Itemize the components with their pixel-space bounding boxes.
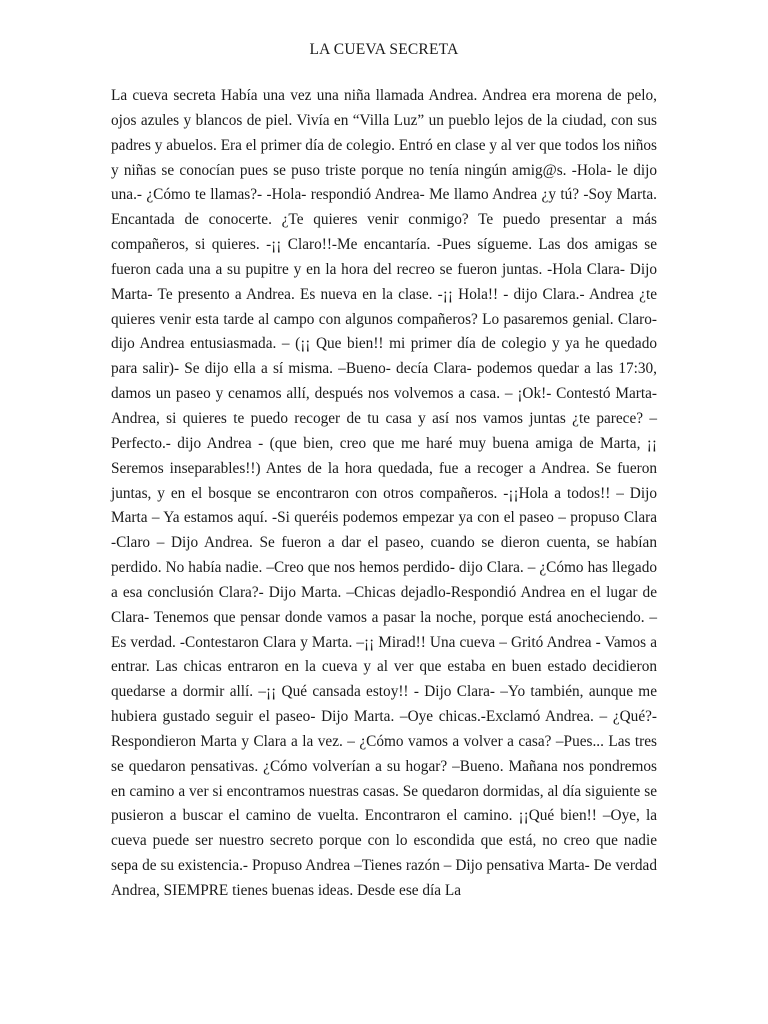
page-title: LA CUEVA SECRETA	[309, 41, 459, 58]
story-paragraph: La cueva secreta Había una vez una niña llamada Andrea. Andrea era morena de pelo, ojos azules y blancos de piel. Vivía en “Villa Luz” un pueblo lejos de la ciudad, con sus padres y abuelos. Era el primer día de colegio. Entró en clase y al ver que todos los niños y niñas se conocían pues se puso triste porque no tenía ningún amig@s. -Hola- le dijo una.- ¿Cómo te llamas?- -Hola- respondió Andrea- Me llamo Andrea ¿y tú? -Soy Marta. Encantada de conocerte. ¿Te quieres venir conmigo? Te puedo presentar a más compañeros, si quieres. -¡¡ Claro!!-Me encantaría. -Pues sígueme. Las dos amigas se fueron cada una a su pupitre y en la hora del recreo se fueron juntas. -Hola Clara- Dijo Marta- Te presento a Andrea. Es nueva en la clase. -¡¡ Hola!! - dijo Clara.- Andrea ¿te quieres venir esta tarde al campo con algunos compañeros? Lo pasaremos genial. Claro- dijo Andrea entusiasmada. – (¡¡ Que bien!! mi primer día de colegio y ya he quedado para salir)- Se dijo ella a sí misma. –Bueno- decía Clara- podemos quedar a las 17:30, damos un paseo y cenamos allí, después nos volvemos a casa. – ¡Ok!- Contestó Marta- Andrea, si quieres te puedo recoger de tu casa y así nos vamos juntas ¿te parece? – Perfecto.- dijo Andrea - (que bien, creo que me haré muy buena amiga de Marta, ¡¡ Seremos inseparables!!) Antes de la hora quedada, fue a recoger a Andrea. Se fueron juntas, y en el bosque se encontraron con otros compañeros. -¡¡Hola a todos!! – Dijo Marta – Ya estamos aquí. -Si queréis podemos empezar ya con el paseo – propuso Clara -Claro – Dijo Andrea. Se fueron a dar el paseo, cuando se dieron cuenta, se habían perdido. No había nadie. –Creo que nos hemos perdido- dijo Clara. – ¿Cómo has llegado a esa conclusión Clara?- Dijo Marta. –Chicas dejadlo-Respondió Andrea en el lugar de Clara- Tenemos que pensar donde vamos a pasar la noche, porque está anocheciendo. –Es verdad. -Contestaron Clara y Marta. –¡¡ Mirad!! Una cueva – Gritó Andrea - Vamos a entrar. Las chicas entraron en la cueva y al ver que estaba en buen estado decidieron quedarse a dormir allí. –¡¡ Qué cansada estoy!! - Dijo Clara- –Yo también, aunque me hubiera gustado seguir el paseo- Dijo Marta. –Oye chicas.-Exclamó Andrea. – ¿Qué?- Respondieron Marta y Clara a la vez. – ¿Cómo vamos a volver a casa? –Pues... Las tres se quedaron pensativas. ¿Cómo volverían a su hogar? –Bueno. Mañana nos pondremos en camino a ver si encontramos nuestras casas. Se quedaron dormidas, al día siguiente se pusieron a buscar el camino de vuelta. Encontraron el camino. ¡¡Qué bien!! –Oye, la cueva puede ser nuestro secreto porque con lo escondida que está, no creo que nadie sepa de su existencia.- Propuso Andrea –Tienes razón – Dijo pensativa Marta- De verdad Andrea, SIEMPRE tienes buenas ideas. Desde ese día La	[111, 87, 657, 899]
